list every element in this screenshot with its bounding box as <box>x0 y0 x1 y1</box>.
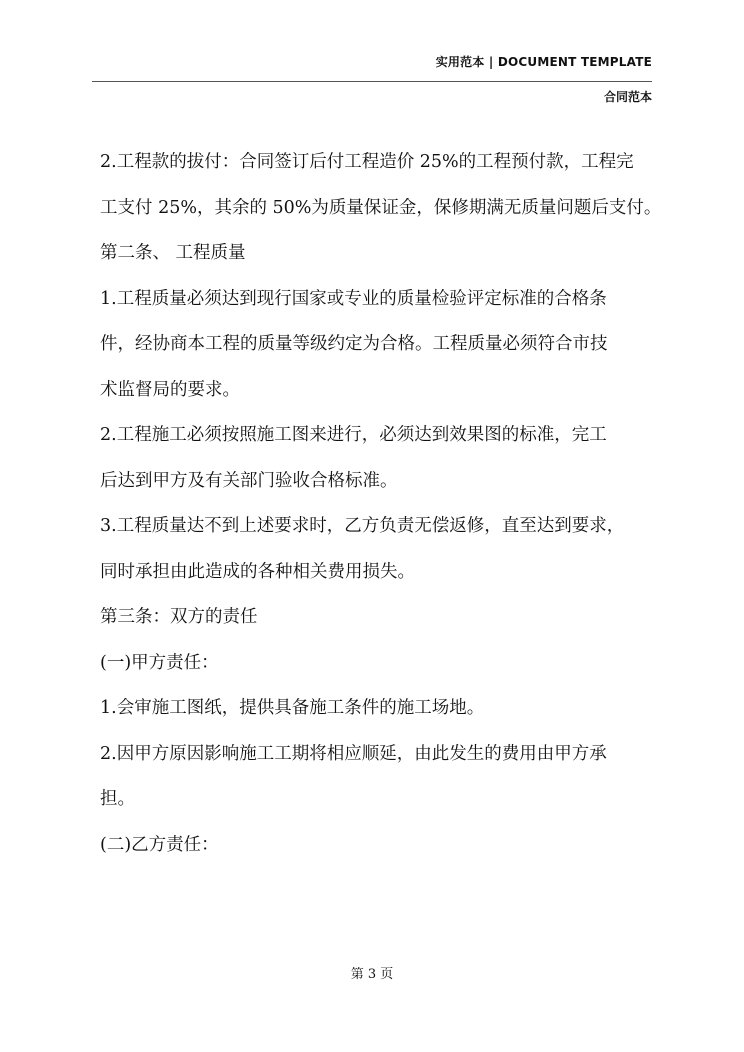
document-body <box>100 140 661 868</box>
paragraph-line: 后达到甲方及有关部门验收合格标准。 <box>100 470 398 491</box>
paragraph-line: 术监督局的要求。 <box>100 379 240 400</box>
paragraph-line: 担。 <box>100 789 135 809</box>
paragraph-line: 2.工程施工必须按照施工图来进行，必须达到效果图的标准，完工 <box>100 425 607 445</box>
section-heading: 第三条：双方的责任 <box>100 607 258 627</box>
page-number: 第 3 页 <box>350 967 394 982</box>
header-title: 实用范本 | DOCUMENT TEMPLATE <box>435 55 652 69</box>
paragraph-line: 1.工程质量必须达到现行国家或专业的质量检验评定标准的合格条 <box>100 288 607 309</box>
paragraph-line: 件，经协商本工程的质量等级约定为合格。工程质量必须符合市技 <box>100 334 608 354</box>
section-heading: 第二条、 工程质量 <box>100 243 246 263</box>
paragraph-line: 同时承担由此造成的各种相关费用损失。 <box>100 561 415 582</box>
paragraph-line: 2.工程款的拔付：合同签订后付工程造价 25%的工程预付款，工程完 <box>100 152 634 172</box>
paragraph-line: 3.工程质量达不到上述要求时，乙方负责无偿返修，直至达到要求， <box>100 516 625 536</box>
subsection-heading: (一)甲方责任： <box>100 652 219 673</box>
paragraph-line: 工支付 25%，其余的 50%为质量保证金，保修期满无质量问题后支付。 <box>100 197 661 218</box>
header-subtitle: 合同范本 <box>603 90 652 104</box>
subsection-heading: (二)乙方责任： <box>100 834 219 855</box>
paragraph-line: 1.会审施工图纸，提供具备施工条件的施工场地。 <box>100 698 485 718</box>
paragraph-line: 2.因甲方原因影响施工工期将相应顺延，由此发生的费用由甲方承 <box>100 743 607 764</box>
header-divider <box>92 81 652 82</box>
